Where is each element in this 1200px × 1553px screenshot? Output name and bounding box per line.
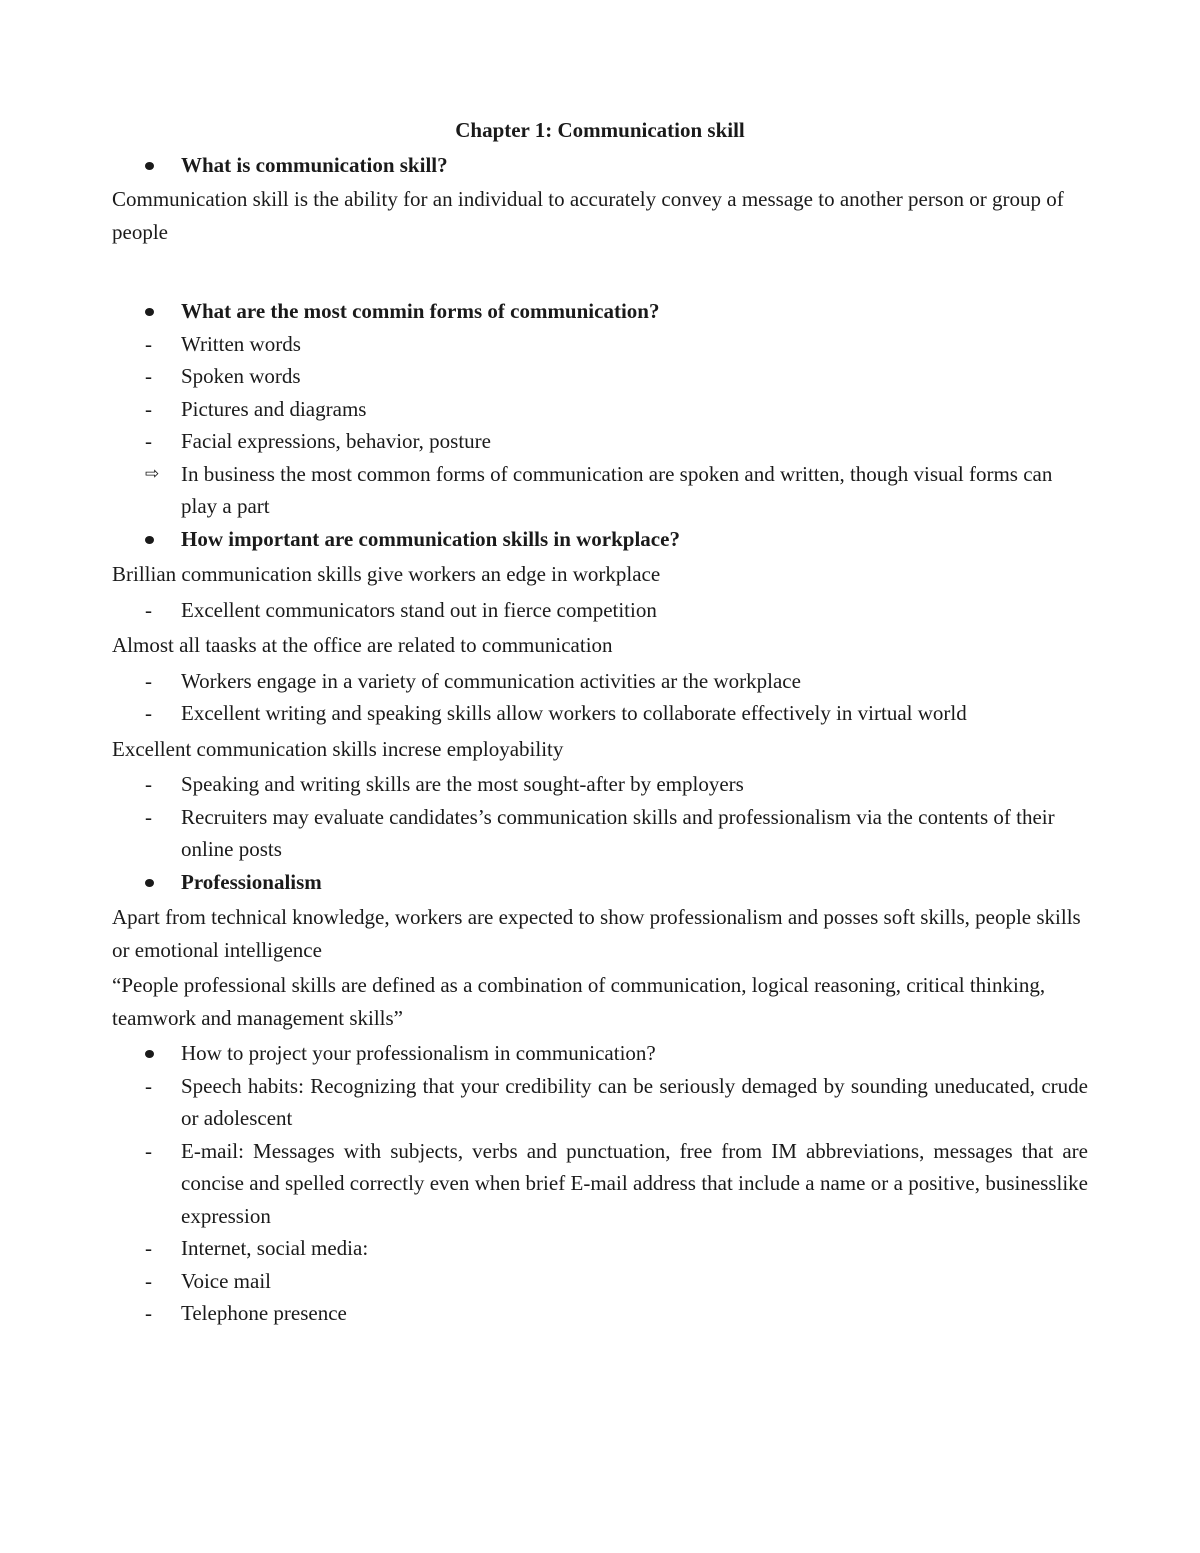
list-item-text: Written words [181, 331, 301, 356]
list-item [112, 697, 1088, 730]
list-item-text: Pictures and diagrams [181, 396, 367, 421]
paragraph: Almost all taasks at the office are related to communication [112, 633, 613, 657]
dash-marker: - [145, 668, 152, 693]
list-item [112, 360, 1088, 393]
dash-marker: - [145, 331, 152, 356]
document-body [112, 114, 1088, 1330]
dash-marker: - [145, 804, 152, 829]
bullet-dot-icon [145, 308, 154, 316]
paragraph: Apart from technical knowledge, workers are expected to show professionalism and posses soft skills, people skills or emotional intelligence [112, 905, 1081, 962]
dash-marker: - [145, 772, 152, 796]
heading-bullet-what-is [112, 149, 1088, 182]
list-item [112, 1070, 1088, 1135]
list-item [112, 1297, 1088, 1330]
heading-text: What is communication skill? [181, 152, 448, 177]
heading-text: How important are communication skills in workplace? [181, 526, 680, 551]
dash-marker: - [145, 1268, 152, 1293]
list-item [112, 1232, 1088, 1265]
dash-marker: - [145, 701, 152, 725]
list-item-text: Speaking and writing skills are the most sought-after by employers [181, 772, 744, 796]
list-item-text: Excellent communicators stand out in fierce competition [181, 597, 657, 622]
list-item [112, 393, 1088, 426]
bullet-dot-icon [145, 162, 154, 170]
heading-bullet-importance [112, 523, 1088, 556]
list-item [112, 328, 1088, 361]
paragraph: Excellent communication skills increse employability [112, 736, 564, 761]
dash-marker: - [145, 1301, 152, 1325]
list-item [112, 665, 1088, 698]
note-text: In business the most common forms of communication are spoken and written, though visual forms can play a part [181, 461, 1053, 518]
bullet-dot-icon [145, 879, 154, 887]
heading-bullet-professionalism [112, 866, 1088, 899]
list-item [112, 801, 1088, 866]
arrow-right-icon: ⇨ [145, 463, 160, 484]
dash-marker: - [145, 1073, 152, 1098]
bullet-item-project [112, 1037, 1088, 1070]
list-item-text: Telephone presence [181, 1301, 347, 1325]
list-item-text: Voice mail [181, 1268, 272, 1293]
list-item-text: E-mail: Messages with subjects, verbs and punctuation, free from IM abbreviations, messages that are concise and spelled correctly even when brief E-mail address that include a name or a positive, businesslike expression [181, 1138, 1088, 1228]
list-item-text: Speech habits: Recognizing that your credibility can be seriously demaged by sounding uneducated, crude or adolescent [181, 1073, 1088, 1130]
dash-marker: - [145, 1236, 152, 1260]
bullet-dot-icon [145, 1050, 154, 1058]
chapter-title: Chapter 1: Communication skill [455, 118, 745, 142]
list-item-text: Recruiters may evaluate candidates’s communication skills and professionalism via the contents of their online posts [181, 804, 1055, 861]
quote-paragraph: “People professional skills are defined as a combination of communication, logical reasoning, critical thinking, teamwork and management skills” [112, 973, 1046, 1030]
list-item [112, 1265, 1088, 1298]
list-item [112, 768, 1088, 801]
blank-line [112, 251, 1088, 295]
list-item [112, 594, 1088, 627]
list-item-text: Spoken words [181, 364, 301, 388]
list-item-text: Workers engage in a variety of communication activities ar the workplace [181, 668, 801, 693]
list-item [112, 1135, 1088, 1233]
bullet-dot-icon [145, 536, 154, 544]
heading-text: What are the most commin forms of communication? [181, 299, 660, 323]
bullet-text: How to project your professionalism in communication? [181, 1041, 656, 1065]
dash-marker: - [145, 429, 152, 453]
arrow-note [112, 458, 1088, 523]
paragraph: Brillian communication skills give workers an edge in workplace [112, 562, 661, 586]
list-item [112, 425, 1088, 458]
dash-marker: - [145, 396, 152, 421]
list-item-text: Internet, social media: [181, 1236, 369, 1260]
heading-bullet-forms [112, 295, 1088, 328]
dash-marker: - [145, 1138, 152, 1163]
list-item-text: Excellent writing and speaking skills allow workers to collaborate effectively in virtual world [181, 701, 967, 725]
dash-marker: - [145, 364, 152, 388]
paragraph-definition: Communication skill is the ability for an individual to accurately convey a message to another person or group of people [112, 187, 1064, 244]
list-item-text: Facial expressions, behavior, posture [181, 429, 491, 453]
dash-marker: - [145, 597, 152, 622]
heading-text: Professionalism [181, 869, 322, 894]
